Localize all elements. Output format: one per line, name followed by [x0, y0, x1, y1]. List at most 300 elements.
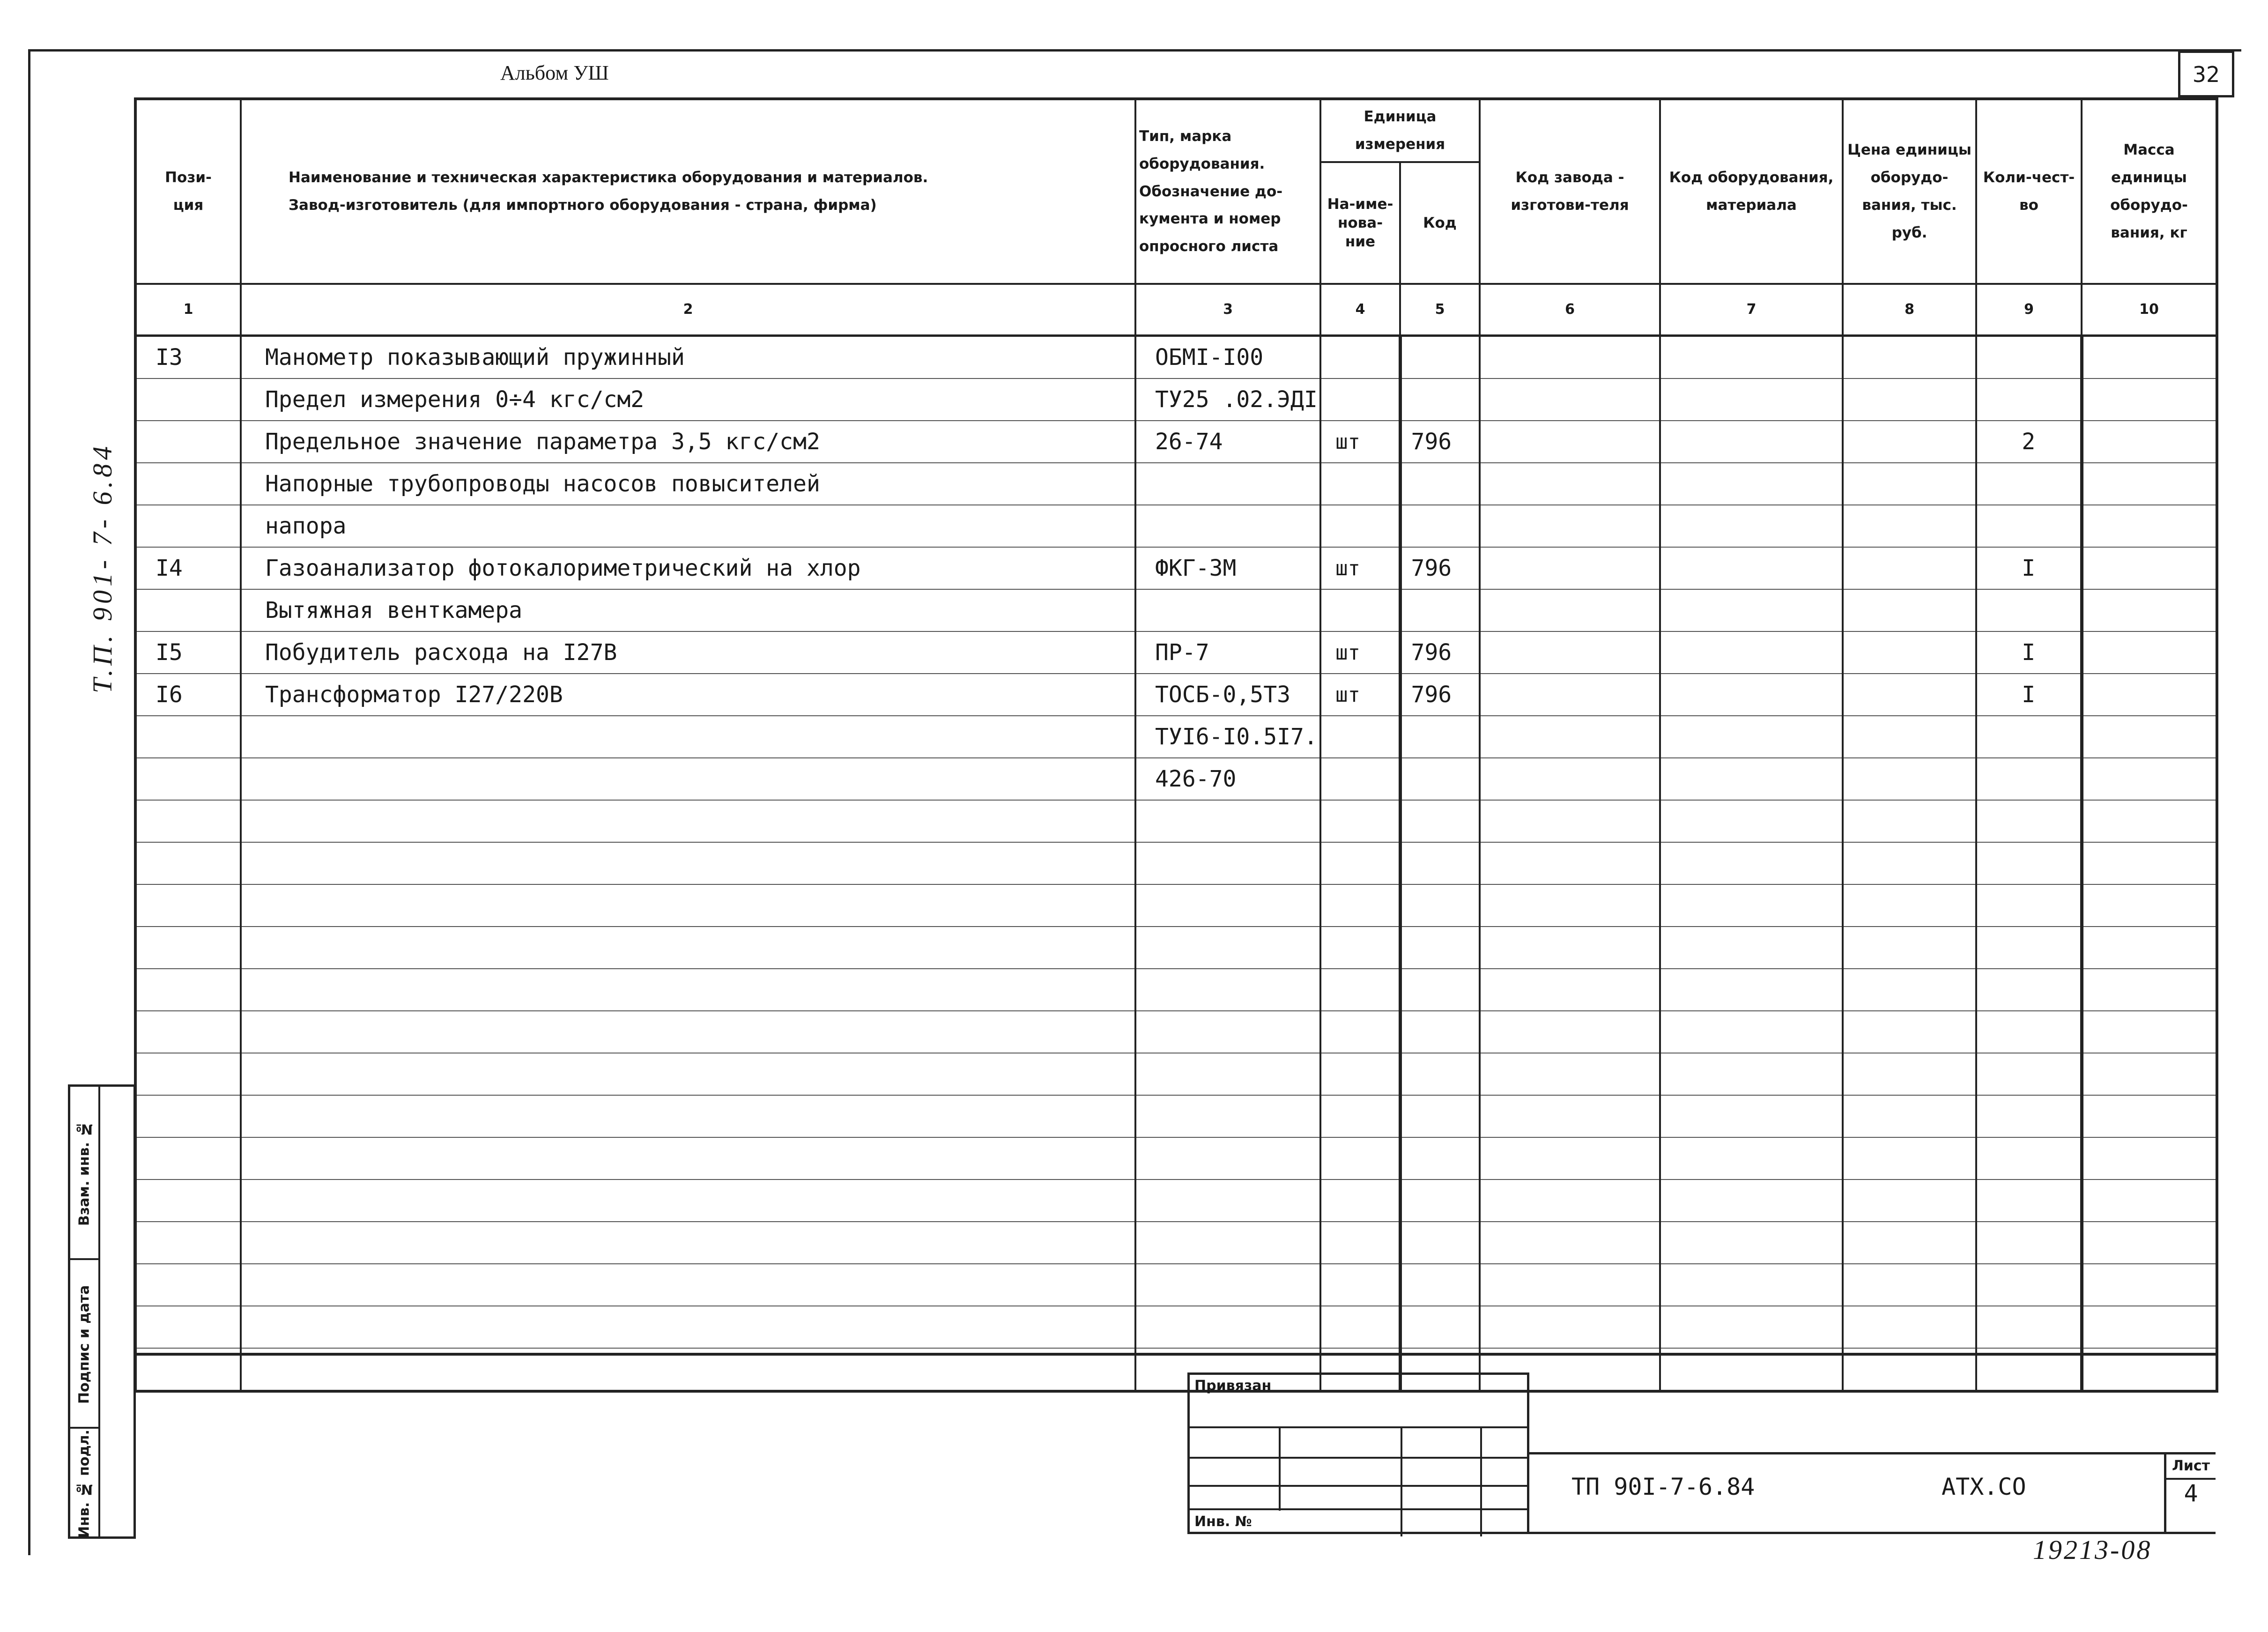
- position-cell: I6: [135, 674, 241, 716]
- name-cell: [241, 1137, 1135, 1179]
- unit-code-cell: [1400, 463, 1480, 505]
- quantity-cell: [1976, 927, 2082, 969]
- header-quantity: Коли-чест-во: [1976, 99, 2082, 284]
- mass-cell: [2082, 758, 2217, 800]
- equipment-code-cell: [1660, 505, 1843, 547]
- equipment-code-cell: [1660, 674, 1843, 716]
- plant-code-cell: [1480, 1011, 1660, 1053]
- equipment-code-cell: [1660, 758, 1843, 800]
- unit-code-cell: [1400, 927, 1480, 969]
- plant-code-cell: [1480, 505, 1660, 547]
- type-cell: [1135, 589, 1320, 631]
- mass-cell: [2082, 631, 2217, 674]
- unit-code-cell: [1400, 884, 1480, 927]
- plant-code-cell: [1480, 800, 1660, 842]
- equipment-code-cell: [1660, 336, 1843, 379]
- type-cell: ТУ25 .02.ЭДI: [1135, 378, 1320, 421]
- stamp-inv: Инв. №: [1194, 1513, 1252, 1530]
- table-row: [135, 463, 2217, 505]
- mass-cell: [2082, 1137, 2217, 1179]
- mass-cell: [2082, 1053, 2217, 1095]
- unit-code-cell: [1400, 1264, 1480, 1306]
- header-type: Тип, марка оборудования. Обозначение до-кумента и номер опросного листа: [1135, 99, 1320, 284]
- position-cell: [135, 884, 241, 927]
- type-cell: [1135, 505, 1320, 547]
- name-cell: Трансформатор I27/220В: [241, 674, 1135, 716]
- position-cell: [135, 842, 241, 884]
- position-cell: [135, 1179, 241, 1222]
- name-cell: [241, 800, 1135, 842]
- plant-code-cell: [1480, 674, 1660, 716]
- unit-code-cell: [1400, 378, 1480, 421]
- page-number: 32: [2178, 51, 2234, 97]
- equipment-code-cell: [1660, 842, 1843, 884]
- price-cell: [1843, 716, 1976, 758]
- colnum-5: 5: [1400, 284, 1480, 336]
- plant-code-cell: [1480, 927, 1660, 969]
- unit-code-cell: 796: [1400, 631, 1480, 674]
- type-cell: [1135, 884, 1320, 927]
- position-cell: [135, 758, 241, 800]
- equipment-code-cell: [1660, 800, 1843, 842]
- archive-number: 19213-08: [2033, 1535, 2152, 1565]
- plant-code-cell: [1480, 1053, 1660, 1095]
- header-unit: Единица измерения: [1320, 99, 1480, 162]
- name-cell: [241, 1264, 1135, 1306]
- unit-code-cell: [1400, 1222, 1480, 1264]
- unit-cell: [1320, 1011, 1400, 1053]
- name-cell: Напорные трубопроводы насосов повысителей: [241, 463, 1135, 505]
- plant-code-cell: [1480, 842, 1660, 884]
- mass-cell: [2082, 1222, 2217, 1264]
- mass-cell: [2082, 1264, 2217, 1306]
- table-row: [135, 631, 2217, 674]
- name-cell: Предельное значение параметра 3,5 кгс/см2: [241, 421, 1135, 463]
- quantity-cell: I: [1976, 631, 2082, 674]
- price-cell: [1843, 547, 1976, 589]
- type-cell: ФКГ-3М: [1135, 547, 1320, 589]
- table-row: [135, 927, 2217, 969]
- quantity-cell: [1976, 336, 2082, 379]
- unit-cell: [1320, 589, 1400, 631]
- unit-code-cell: [1400, 1179, 1480, 1222]
- type-cell: [1135, 1053, 1320, 1095]
- plant-code-cell: [1480, 547, 1660, 589]
- quantity-cell: 2: [1976, 421, 2082, 463]
- unit-cell: [1320, 884, 1400, 927]
- header-unit-code: Код: [1400, 162, 1480, 284]
- mass-cell: [2082, 336, 2217, 379]
- quantity-cell: [1976, 884, 2082, 927]
- table-row: [135, 1137, 2217, 1179]
- name-cell: Газоанализатор фотокалориметрический на хлор: [241, 547, 1135, 589]
- sidebar-podpis: Подпис и дата: [76, 1285, 93, 1404]
- mass-cell: [2082, 505, 2217, 547]
- name-cell: [241, 1011, 1135, 1053]
- table-row: [135, 505, 2217, 547]
- plant-code-cell: [1480, 716, 1660, 758]
- table-bottom-line: [134, 1353, 2216, 1356]
- price-cell: [1843, 842, 1976, 884]
- unit-cell: [1320, 758, 1400, 800]
- table-row: [135, 1264, 2217, 1306]
- plant-code-cell: [1480, 1264, 1660, 1306]
- quantity-cell: [1976, 842, 2082, 884]
- price-cell: [1843, 758, 1976, 800]
- mass-cell: [2082, 842, 2217, 884]
- name-cell: [241, 1095, 1135, 1137]
- price-cell: [1843, 969, 1976, 1011]
- mass-cell: [2082, 1306, 2217, 1348]
- name-cell: напора: [241, 505, 1135, 547]
- position-cell: I3: [135, 336, 241, 379]
- equipment-code-cell: [1660, 589, 1843, 631]
- header-price: Цена единицы оборудо-вания, тыс. руб.: [1843, 99, 1976, 284]
- price-cell: [1843, 1137, 1976, 1179]
- binding-stamp: [1187, 1372, 1529, 1534]
- document-number: ТП 90I-7-6.84: [1571, 1473, 1755, 1500]
- quantity-cell: [1976, 1179, 2082, 1222]
- table-row: [135, 842, 2217, 884]
- table-row: [135, 969, 2217, 1011]
- quantity-cell: [1976, 1011, 2082, 1053]
- mass-cell: [2082, 378, 2217, 421]
- unit-code-cell: [1400, 1306, 1480, 1348]
- type-cell: 426-70: [1135, 758, 1320, 800]
- plant-code-cell: [1480, 1306, 1660, 1348]
- equipment-code-cell: [1660, 1179, 1843, 1222]
- unit-cell: [1320, 1306, 1400, 1348]
- unit-cell: шт: [1320, 631, 1400, 674]
- unit-cell: [1320, 1179, 1400, 1222]
- unit-code-cell: [1400, 1095, 1480, 1137]
- position-cell: [135, 1053, 241, 1095]
- equipment-code-cell: [1660, 884, 1843, 927]
- position-cell: [135, 1011, 241, 1053]
- unit-cell: [1320, 1095, 1400, 1137]
- type-cell: [1135, 1306, 1320, 1348]
- price-cell: [1843, 1306, 1976, 1348]
- table-row: [135, 758, 2217, 800]
- table-row: [135, 716, 2217, 758]
- price-cell: [1843, 1053, 1976, 1095]
- unit-cell: шт: [1320, 674, 1400, 716]
- position-cell: [135, 969, 241, 1011]
- price-cell: [1843, 1179, 1976, 1222]
- type-cell: ТУI6-I0.5I7.: [1135, 716, 1320, 758]
- price-cell: [1843, 1095, 1976, 1137]
- table-row: [135, 1179, 2217, 1222]
- type-cell: [1135, 800, 1320, 842]
- equipment-code-cell: [1660, 378, 1843, 421]
- price-cell: [1843, 1011, 1976, 1053]
- unit-code-cell: [1400, 1011, 1480, 1053]
- table-row: [135, 1306, 2217, 1348]
- price-cell: [1843, 589, 1976, 631]
- type-cell: [1135, 842, 1320, 884]
- table-row: [135, 884, 2217, 927]
- unit-cell: [1320, 1264, 1400, 1306]
- header-mass: Масса единицы оборудо-вания, кг: [2082, 99, 2217, 284]
- sidebar-vzam: Взам. инв. №: [76, 1120, 93, 1226]
- name-cell: [241, 927, 1135, 969]
- document-code: АТХ.СО: [1942, 1473, 2026, 1500]
- position-cell: [135, 421, 241, 463]
- type-cell: [1135, 463, 1320, 505]
- unit-cell: [1320, 505, 1400, 547]
- mass-cell: [2082, 674, 2217, 716]
- type-cell: [1135, 1011, 1320, 1053]
- colnum-6: 6: [1480, 284, 1660, 336]
- plant-code-cell: [1480, 1179, 1660, 1222]
- plant-code-cell: [1480, 589, 1660, 631]
- quantity-cell: [1976, 1137, 2082, 1179]
- price-cell: [1843, 800, 1976, 842]
- name-cell: [241, 758, 1135, 800]
- name-cell: Предел измерения 0÷4 кгс/см2: [241, 378, 1135, 421]
- equipment-code-cell: [1660, 1053, 1843, 1095]
- mass-cell: [2082, 927, 2217, 969]
- equipment-code-cell: [1660, 1137, 1843, 1179]
- price-cell: [1843, 463, 1976, 505]
- mass-cell: [2082, 547, 2217, 589]
- equipment-code-cell: [1660, 1264, 1843, 1306]
- position-cell: [135, 927, 241, 969]
- equipment-code-cell: [1660, 1095, 1843, 1137]
- unit-cell: шт: [1320, 547, 1400, 589]
- quantity-cell: [1976, 716, 2082, 758]
- unit-cell: [1320, 927, 1400, 969]
- name-cell: [241, 716, 1135, 758]
- plant-code-cell: [1480, 758, 1660, 800]
- plant-code-cell: [1480, 336, 1660, 379]
- equipment-code-cell: [1660, 547, 1843, 589]
- table-row: [135, 421, 2217, 463]
- unit-cell: [1320, 1137, 1400, 1179]
- plant-code-cell: [1480, 463, 1660, 505]
- name-cell: Побудитель расхода на I27В: [241, 631, 1135, 674]
- colnum-2: 2: [241, 284, 1135, 336]
- type-cell: [1135, 1222, 1320, 1264]
- mass-cell: [2082, 800, 2217, 842]
- type-cell: ОБМI-I00: [1135, 336, 1320, 379]
- price-cell: [1843, 927, 1976, 969]
- plant-code-cell: [1480, 969, 1660, 1011]
- plant-code-cell: [1480, 1137, 1660, 1179]
- sheet-box: [2164, 1454, 2216, 1532]
- position-cell: I4: [135, 547, 241, 589]
- unit-cell: [1320, 800, 1400, 842]
- table-row: [135, 800, 2217, 842]
- unit-cell: [1320, 969, 1400, 1011]
- plant-code-cell: [1480, 884, 1660, 927]
- header-unit-name: На-име-нова-ние: [1320, 162, 1400, 284]
- table-row: [135, 1095, 2217, 1137]
- mass-cell: [2082, 463, 2217, 505]
- colnum-3: 3: [1135, 284, 1320, 336]
- position-cell: [135, 1137, 241, 1179]
- type-cell: [1135, 1179, 1320, 1222]
- specification-table: [134, 97, 2218, 1393]
- equipment-code-cell: [1660, 421, 1843, 463]
- type-cell: [1135, 1095, 1320, 1137]
- unit-code-cell: [1400, 716, 1480, 758]
- price-cell: [1843, 421, 1976, 463]
- position-cell: [135, 589, 241, 631]
- position-cell: [135, 378, 241, 421]
- quantity-cell: [1976, 1222, 2082, 1264]
- header-position: Пози- ция: [135, 99, 241, 284]
- unit-code-cell: [1400, 336, 1480, 379]
- table-row: [135, 378, 2217, 421]
- quantity-cell: [1976, 1306, 2082, 1348]
- colnum-8: 8: [1843, 284, 1976, 336]
- mass-cell: [2082, 884, 2217, 927]
- equipment-code-cell: [1660, 927, 1843, 969]
- colnum-10: 10: [2082, 284, 2217, 336]
- mass-cell: [2082, 969, 2217, 1011]
- plant-code-cell: [1480, 1222, 1660, 1264]
- type-cell: [1135, 1137, 1320, 1179]
- name-cell: [241, 969, 1135, 1011]
- table-row: [135, 336, 2217, 379]
- mass-cell: [2082, 1095, 2217, 1137]
- quantity-cell: I: [1976, 674, 2082, 716]
- price-cell: [1843, 1264, 1976, 1306]
- equipment-code-cell: [1660, 631, 1843, 674]
- sheet-number: 4: [2184, 1480, 2198, 1507]
- sheet-label: Лист: [2166, 1454, 2216, 1480]
- plant-code-cell: [1480, 378, 1660, 421]
- name-cell: [241, 1053, 1135, 1095]
- unit-code-cell: [1400, 589, 1480, 631]
- price-cell: [1843, 505, 1976, 547]
- unit-code-cell: [1400, 505, 1480, 547]
- price-cell: [1843, 674, 1976, 716]
- equipment-code-cell: [1660, 969, 1843, 1011]
- plant-code-cell: [1480, 631, 1660, 674]
- vertical-project-label: Т.П. 901- 7- 6.84: [87, 442, 118, 693]
- position-cell: [135, 505, 241, 547]
- price-cell: [1843, 631, 1976, 674]
- name-cell: Манометр показывающий пружинный: [241, 336, 1135, 379]
- position-cell: [135, 1306, 241, 1348]
- table-row: [135, 674, 2217, 716]
- colnum-9: 9: [1976, 284, 2082, 336]
- quantity-cell: [1976, 800, 2082, 842]
- type-cell: [1135, 1264, 1320, 1306]
- equipment-code-cell: [1660, 463, 1843, 505]
- table-row: [135, 1222, 2217, 1264]
- quantity-cell: [1976, 1095, 2082, 1137]
- mass-cell: [2082, 589, 2217, 631]
- table-row: [135, 589, 2217, 631]
- unit-code-cell: [1400, 800, 1480, 842]
- mass-cell: [2082, 716, 2217, 758]
- name-cell: [241, 1179, 1135, 1222]
- price-cell: [1843, 336, 1976, 379]
- unit-code-cell: [1400, 1053, 1480, 1095]
- name-cell: [241, 1306, 1135, 1348]
- colnum-1: 1: [135, 284, 241, 336]
- position-cell: [135, 1095, 241, 1137]
- equipment-code-cell: [1660, 1306, 1843, 1348]
- header-equipment-code: Код оборудования, материала: [1660, 99, 1843, 284]
- header-plant-code: Код завода - изготови-теля: [1480, 99, 1660, 284]
- mass-cell: [2082, 1179, 2217, 1222]
- price-cell: [1843, 884, 1976, 927]
- colnum-4: 4: [1320, 284, 1400, 336]
- position-cell: [135, 463, 241, 505]
- unit-cell: [1320, 378, 1400, 421]
- type-cell: [1135, 927, 1320, 969]
- type-cell: ПР-7: [1135, 631, 1320, 674]
- unit-cell: [1320, 1222, 1400, 1264]
- unit-cell: [1320, 842, 1400, 884]
- unit-code-cell: [1400, 969, 1480, 1011]
- plant-code-cell: [1480, 421, 1660, 463]
- price-cell: [1843, 378, 1976, 421]
- header-name: Наименование и техническая характеристика оборудования и материалов. Завод-изготовитель (для импортного оборудования - страна, фирма): [241, 99, 1135, 284]
- unit-cell: [1320, 463, 1400, 505]
- title-block: [1529, 1452, 2216, 1534]
- quantity-cell: [1976, 589, 2082, 631]
- unit-cell: шт: [1320, 421, 1400, 463]
- name-cell: [241, 842, 1135, 884]
- quantity-cell: [1976, 1053, 2082, 1095]
- position-cell: I5: [135, 631, 241, 674]
- position-cell: [135, 800, 241, 842]
- name-cell: Вытяжная венткамера: [241, 589, 1135, 631]
- plant-code-cell: [1480, 1095, 1660, 1137]
- unit-code-cell: 796: [1400, 674, 1480, 716]
- type-cell: 26-74: [1135, 421, 1320, 463]
- name-cell: [241, 884, 1135, 927]
- price-cell: [1843, 1222, 1976, 1264]
- table-row: [135, 1011, 2217, 1053]
- position-cell: [135, 1264, 241, 1306]
- name-cell: [241, 1222, 1135, 1264]
- unit-code-cell: [1400, 842, 1480, 884]
- equipment-code-cell: [1660, 1222, 1843, 1264]
- unit-cell: [1320, 336, 1400, 379]
- type-cell: ТОСБ-0,5Т3: [1135, 674, 1320, 716]
- quantity-cell: [1976, 463, 2082, 505]
- table-row: [135, 547, 2217, 589]
- equipment-code-cell: [1660, 1011, 1843, 1053]
- unit-cell: [1320, 716, 1400, 758]
- album-label: Альбом УШ: [500, 61, 609, 84]
- position-cell: [135, 1222, 241, 1264]
- table-row: [135, 1053, 2217, 1095]
- quantity-cell: [1976, 1264, 2082, 1306]
- quantity-cell: [1976, 378, 2082, 421]
- unit-code-cell: 796: [1400, 547, 1480, 589]
- quantity-cell: I: [1976, 547, 2082, 589]
- unit-code-cell: 796: [1400, 421, 1480, 463]
- quantity-cell: [1976, 758, 2082, 800]
- approval-sidebar: [68, 1084, 136, 1539]
- equipment-code-cell: [1660, 716, 1843, 758]
- mass-cell: [2082, 1011, 2217, 1053]
- mass-cell: [2082, 421, 2217, 463]
- unit-code-cell: [1400, 1137, 1480, 1179]
- type-cell: [1135, 969, 1320, 1011]
- unit-cell: [1320, 1053, 1400, 1095]
- colnum-7: 7: [1660, 284, 1843, 336]
- sidebar-inv-podl: Инв. № подл.: [76, 1429, 93, 1538]
- stamp-title: Привязан: [1194, 1378, 1272, 1394]
